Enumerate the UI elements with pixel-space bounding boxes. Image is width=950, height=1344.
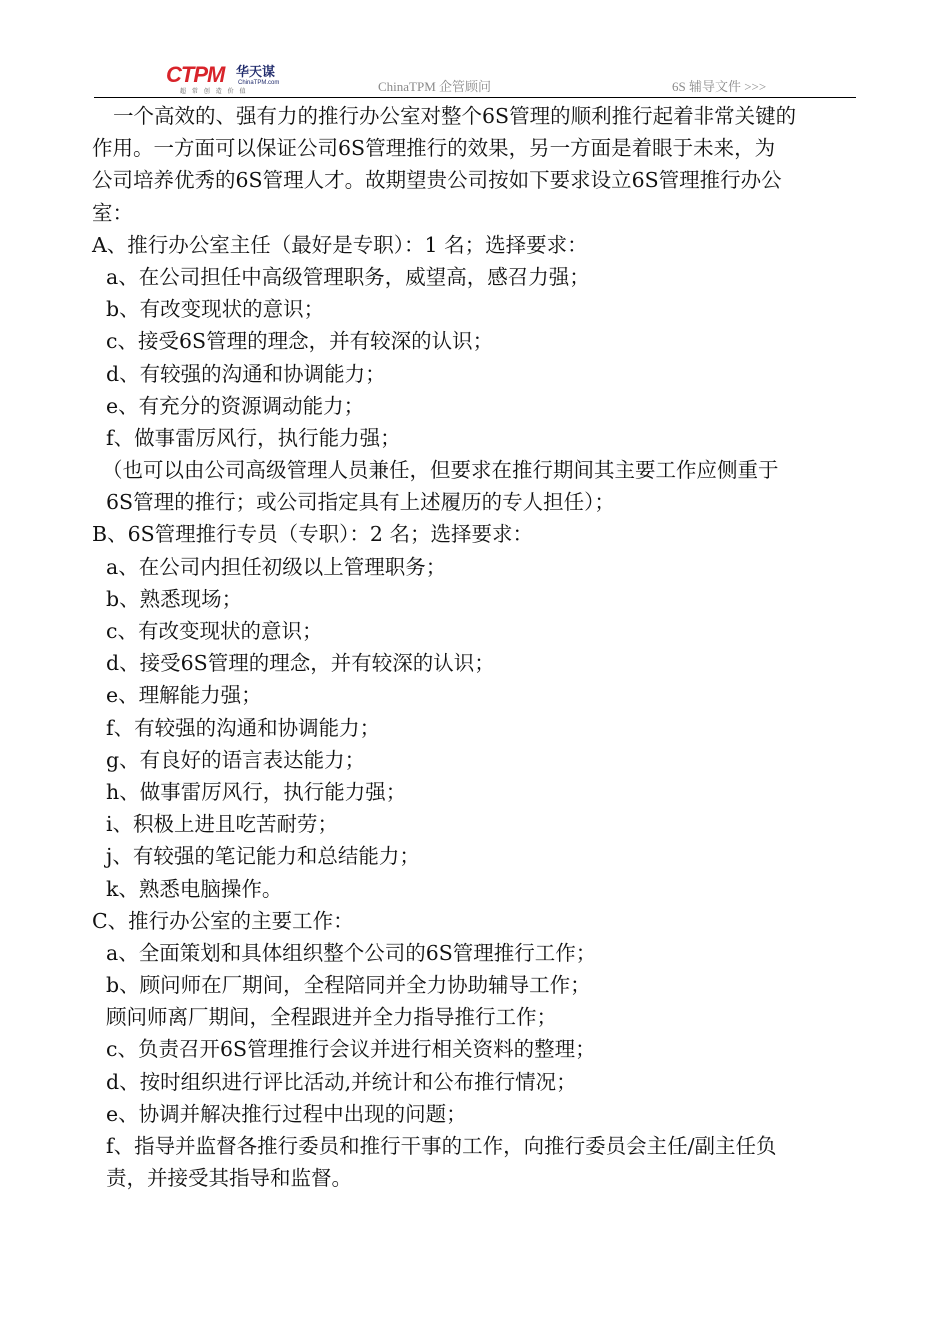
section-b xyxy=(92,518,860,904)
list-item: g、有良好的语言表达能力； xyxy=(106,747,366,772)
list-item: 顾问师离厂期间，全程跟进并全力指导推行工作； xyxy=(106,1005,557,1030)
list-item: j、有较强的笔记能力和总结能力； xyxy=(106,844,420,869)
list-item: e、有充分的资源调动能力； xyxy=(106,393,365,418)
list-item: a、在公司内担任初级以上管理职务； xyxy=(106,554,447,579)
list-item: a、全面策划和具体组织整个公司的6S管理推行工作； xyxy=(106,940,597,965)
section-c-heading: C、推行办公室的主要工作： xyxy=(92,908,354,933)
logo-url: ChinaTPM.com xyxy=(238,80,280,86)
ctpm-logo xyxy=(166,62,296,98)
list-item: f、指导并监督各推行委员和推行干事的工作，向推行委员会主任/副主任负 xyxy=(106,1134,777,1158)
list-item: a、在公司担任中高级管理职务，威望高，感召力强； xyxy=(106,264,590,289)
intro-line: 一个高效的、强有力的推行办公室对整个6S管理的顺利推行起着非常关键的 xyxy=(113,104,797,128)
list-item: f、有较强的沟通和协调能力； xyxy=(106,715,381,740)
list-item: h、做事雷厉风行，执行能力强； xyxy=(106,779,407,804)
intro-line: 室： xyxy=(92,200,133,225)
intro-line: 作用。一方面可以保证公司6S管理推行的效果，另一方面是着眼于未来，为 xyxy=(92,136,776,161)
section-b-heading: B、6S管理推行专员（专职）：2 名；选择要求： xyxy=(92,522,533,547)
list-item: k、熟悉电脑操作。 xyxy=(106,876,283,901)
list-item: b、熟悉现场； xyxy=(106,586,243,611)
list-item: i、积极上进且吃苦耐劳； xyxy=(106,812,339,837)
logo-slogan: 超 常 创 造 价 值 xyxy=(180,88,248,95)
list-item: e、协调并解决推行过程中出现的问题； xyxy=(106,1101,467,1126)
page-header xyxy=(0,0,950,100)
list-item: c、接受6S管理的理念，并有较深的认识； xyxy=(106,329,494,354)
section-a-heading: A、推行办公室主任（最好是专职）：1 名；选择要求： xyxy=(92,232,588,257)
list-item: c、负责召开6S管理推行会议并进行相关资料的整理； xyxy=(106,1037,596,1062)
list-item: f、做事雷厉风行，执行能力强； xyxy=(106,425,401,450)
section-a xyxy=(92,229,860,519)
list-item: e、理解能力强； xyxy=(106,683,262,708)
list-item: 责，并接受其指导和监督。 xyxy=(106,1166,352,1191)
list-item: b、有改变现状的意识； xyxy=(106,297,325,322)
logo-wordmark: CTPM xyxy=(166,62,225,87)
list-item: d、按时组织进行评比活动,并统计和公布推行情况； xyxy=(106,1069,577,1094)
header-doc-type: 6S 辅导文件 >>> xyxy=(672,79,767,94)
intro-paragraph xyxy=(92,100,860,229)
list-item: d、接受6S管理的理念，并有较深的认识； xyxy=(106,651,495,676)
list-item: d、有较强的沟通和协调能力； xyxy=(106,361,386,386)
logo-chinese: 华天谋 xyxy=(236,65,276,80)
section-c xyxy=(92,905,860,1195)
document-body xyxy=(92,100,860,1194)
header-company: ChinaTPM 企管顾问 xyxy=(378,79,492,94)
header-divider xyxy=(94,97,856,98)
section-a-note: （也可以由公司高级管理人员兼任，但要求在推行期间其主要工作应侧重于 xyxy=(102,458,779,483)
list-item: c、有改变现状的意识； xyxy=(106,619,323,643)
section-a-note: 6S管理的推行；或公司指定具有上述履历的专人担任）； xyxy=(106,490,615,515)
intro-line: 公司培养优秀的6S管理人才。故期望贵公司按如下要求设立6S管理推行办公 xyxy=(92,168,782,193)
list-item: b、顾问师在厂期间，全程陪同并全力协助辅导工作； xyxy=(106,973,591,998)
